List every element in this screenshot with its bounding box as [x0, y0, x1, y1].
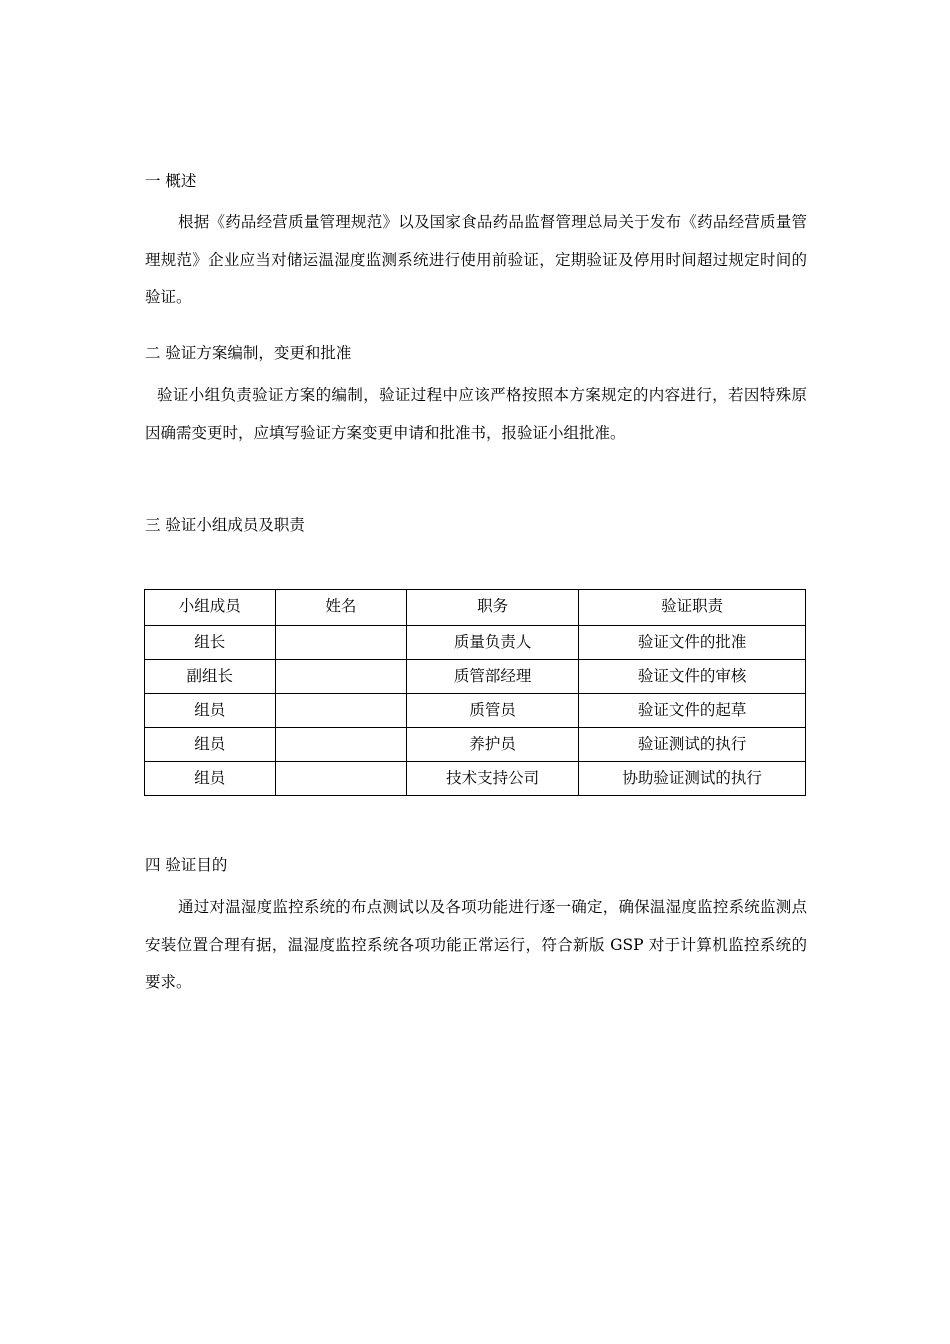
cell-name [275, 660, 407, 694]
section1-heading: 一 概述 [145, 172, 197, 190]
cell-position: 质管部经理 [407, 660, 579, 694]
header-cell-duty: 验证职责 [579, 590, 806, 626]
table-row [145, 660, 806, 694]
cell-name [275, 626, 407, 660]
table-header-row [145, 590, 806, 626]
section2-heading: 二 验证方案编制，变更和批准 [145, 344, 352, 362]
header-cell-name: 姓名 [275, 590, 407, 626]
section1-paragraph: 根据《药品经营质量管理规范》以及国家食品药品监督管理总局关于发布《药品经营质量管理规范》企业应当对储运温湿度监测系统进行使用前验证，定期验证及停用时间超过规定时间的验证。 [145, 213, 807, 306]
cell-member: 副组长 [145, 660, 276, 694]
cell-duty: 验证文件的批准 [579, 626, 806, 660]
table-row [145, 626, 806, 660]
table-row [145, 694, 806, 728]
cell-position: 技术支持公司 [407, 762, 579, 796]
header-cell-position: 职务 [407, 590, 579, 626]
cell-member: 组员 [145, 762, 276, 796]
section2-paragraph: 验证小组负责验证方案的编制，验证过程中应该严格按照本方案规定的内容进行，若因特殊原因确需变更时，应填写验证方案变更申请和批准书，报验证小组批准。 [145, 386, 807, 442]
table-row [145, 762, 806, 796]
cell-duty: 验证测试的执行 [579, 728, 806, 762]
cell-duty: 协助验证测试的执行 [579, 762, 806, 796]
cell-position: 质量负责人 [407, 626, 579, 660]
section4-heading: 四 验证目的 [145, 856, 228, 874]
cell-position: 养护员 [407, 728, 579, 762]
cell-name [275, 762, 407, 796]
table-row [145, 728, 806, 762]
cell-member: 组员 [145, 728, 276, 762]
section4-paragraph: 通过对温湿度监控系统的布点测试以及各项功能进行逐一确定，确保温湿度监控系统监测点安装位置合理有据，温湿度监控系统各项功能正常运行，符合新版 GSP 对于计算机监控系统的要求。 [145, 898, 807, 991]
cell-name [275, 728, 407, 762]
cell-name [275, 694, 407, 728]
cell-duty: 验证文件的起草 [579, 694, 806, 728]
cell-duty: 验证文件的审核 [579, 660, 806, 694]
section3-heading: 三 验证小组成员及职责 [145, 516, 305, 534]
members-table [144, 589, 806, 796]
header-cell-member: 小组成员 [145, 590, 276, 626]
cell-position: 质管员 [407, 694, 579, 728]
cell-member: 组长 [145, 626, 276, 660]
cell-member: 组员 [145, 694, 276, 728]
